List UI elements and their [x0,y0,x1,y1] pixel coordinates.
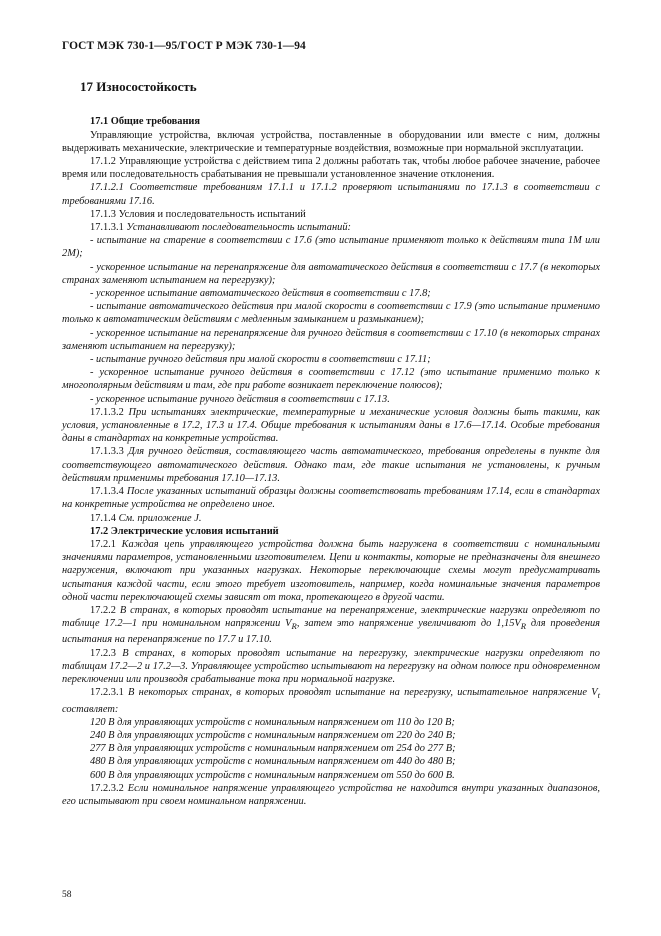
clause-text: При испытаниях электрические, температурные и механические условия должны быть такими, как условия, установленные в 17.2, 17.3 и 17.4. Общие требования к испытаниям даны в 17.6—17.14. Особые требования даны в стандартах на конкретные устройства. [62,406,600,445]
list-item: - ускоренное испытание ручного действия в соответствии с 17.13. [90,393,390,405]
paragraph [62,445,600,485]
clause-number: 17.2.3.1 [90,687,129,699]
paragraph [62,221,600,234]
text-run: В странах, в которых проводят испытание на перенапряжение, электрические нагрузки определяют по таблице 17.2—1 при номинальном напряжении [62,604,601,630]
subscript: R [291,621,297,632]
paragraph: Управляющие устройства, включая устройства, поставленные в оборудовании или вместе с ним, должны выдерживать механические, электрические и температурные воздействия, возможные при нормальной эксплуатации. [62,129,600,154]
document-page [62,40,600,808]
page-number: 58 [62,890,72,900]
paragraph [62,782,600,808]
subsection-title-17-2: 17.2 Электрические условия испытаний [90,525,279,537]
paragraph [62,604,600,647]
paragraph [62,686,600,715]
text-run: , затем это напряжение увеличивают до 1,15 [296,618,515,630]
clause-number: 17.1.3.2 [90,406,129,418]
paragraph: 17.1.2.1 Соответствие требованиям 17.1.1 и 17.1.2 проверяют испытаниями по 17.1.3 в соответствии с требованиями 17.16. [62,182,600,207]
text-run: составляет: [62,703,119,715]
paragraph [62,647,600,687]
voltage-line: 240 В для управляющих устройств с номинальным напряжением от 220 до 240 В; [90,729,456,741]
running-header: ГОСТ МЭК 730-1—95/ГОСТ Р МЭК 730-1—94 [62,40,306,52]
symbol: V [285,618,292,630]
clause-text: В странах, в которых проводят испытание на перегрузку, электрические нагрузки определяют по таблицам 17.2—2 и 17.2—3. Управляющее устройство испытывают на перегрузку на одном полюсе при одновременном переключении или производя срабатывание тока при нормальной нагрузке. [62,647,601,686]
list-item: - ускоренное испытание на перенапряжение для автоматического действия в соответствии с 17.7 (в некоторых странах заменяют испытанием на перегрузку); [62,261,600,286]
list-item: - ускоренное испытание на перенапряжение для ручного действия в соответствии с 17.10 (в некоторых странах заменяют испытанием на перегрузку); [62,327,600,352]
text-run: В некоторых странах, в которых проводят испытание на перегрузку, испытательное напряжение [128,687,592,699]
clause-number: 17.1.3.4 [90,486,127,498]
clause-number: 17.2.3 [90,647,123,659]
section-title: 17 Износостойкость [80,79,197,95]
clause-text: Если номинальное напряжение управляющего устройства не находится внутри указанных диапазонов, его испытывают при своем номинальном напряжении. [62,782,600,807]
subscript: t [597,690,600,701]
clause-number: 17.1.4 [90,512,119,524]
voltage-line: 480 В для управляющих устройств с номинальным напряжением от 440 до 480 В; [90,756,456,768]
clause-text: После указанных испытаний образцы должны соответствовать требованиям 17.14, если в стандартах на конкретные устройства не определено иное. [62,486,600,511]
clause-number: 17.1.3.1 [90,222,127,234]
clause-text: Устанавливают последовательность испытаний: [126,222,351,234]
list-item: - испытание ручного действия при малой скорости в соответствии с 17.11; [90,354,431,366]
paragraph [62,512,600,525]
paragraph [62,406,600,446]
clause-number: 17.1.3.3 [90,446,129,458]
clause-text: См. приложение J. [118,512,202,524]
clause-number: 17.2.1 [90,538,122,550]
list-item: - ускоренное испытание автоматического действия в соответствии с 17.8; [90,288,431,300]
clause-text [62,687,600,714]
paragraph [62,538,600,604]
clause-text: Для ручного действия, составляющего часть автоматического, требования определены в пункте для соответствующего автоматического действия. Однако там, где такие испытания не установлены, к ручным действиям применимы требования 17.10—17.13. [62,446,600,484]
subscript: R [520,621,527,632]
clause-text [62,605,600,645]
clause-text: Каждая цепь управляющего устройства должна быть нагружена в соответствии с номинальными значениями параметров, установленными изготовителем. Цепи и контакты, которые не предназначены для внешнего нагружения, включают при указанных нагрузках. Некоторые переключающие схемы могут предусматривать испытания каждой части, если этого требует изготовитель, например, когда номинальные значения параметров одной части переключающей схемы зависят от тока, протекающего в другой части. [62,538,600,603]
voltage-line: 120 В для управляющих устройств с номинальным напряжением от 110 до 120 В; [90,716,455,728]
list-item: - ускоренное испытание ручного действия в соответствии с 17.12 (это испытание применимо только к многополярным действиям и там, где при работе возникает переключение полюсов); [62,367,600,392]
clause-number: 17.2.2 [90,604,120,616]
voltage-line: 277 В для управляющих устройств с номинальным напряжением от 254 до 277 В; [90,743,456,755]
list-item: - испытание автоматического действия при малой скорости в соответствии с 17.9 (это испытание применимо только к автоматическим действиям с медленным замыканием и размыканием); [62,301,600,326]
list-item: - испытание на старение в соответствии с 17.6 (это испытание применяют только к действиям типа 1M или 2M); [62,235,600,260]
text-run: для проведения испытания на перенапряжение по 17.7 и 17.10. [62,618,601,646]
clause-number: 17.2.3.2 [90,782,128,794]
paragraph: 17.1.2 Управляющие устройства с действием типа 2 должны работать так, чтобы любое рабочее значение, рабочее время или последовательность срабатывания не превышали установленное значение отклонения. [62,156,600,181]
paragraph: 17.1.3 Условия и последовательность испытаний [90,208,306,220]
symbol: V [591,687,598,699]
symbol: V [514,618,521,630]
subsection-title-17-1: 17.1 Общие требования [90,116,201,128]
voltage-line: 600 В для управляющих устройств с номинальным напряжением от 550 до 600 В. [90,769,455,781]
paragraph [62,485,600,511]
